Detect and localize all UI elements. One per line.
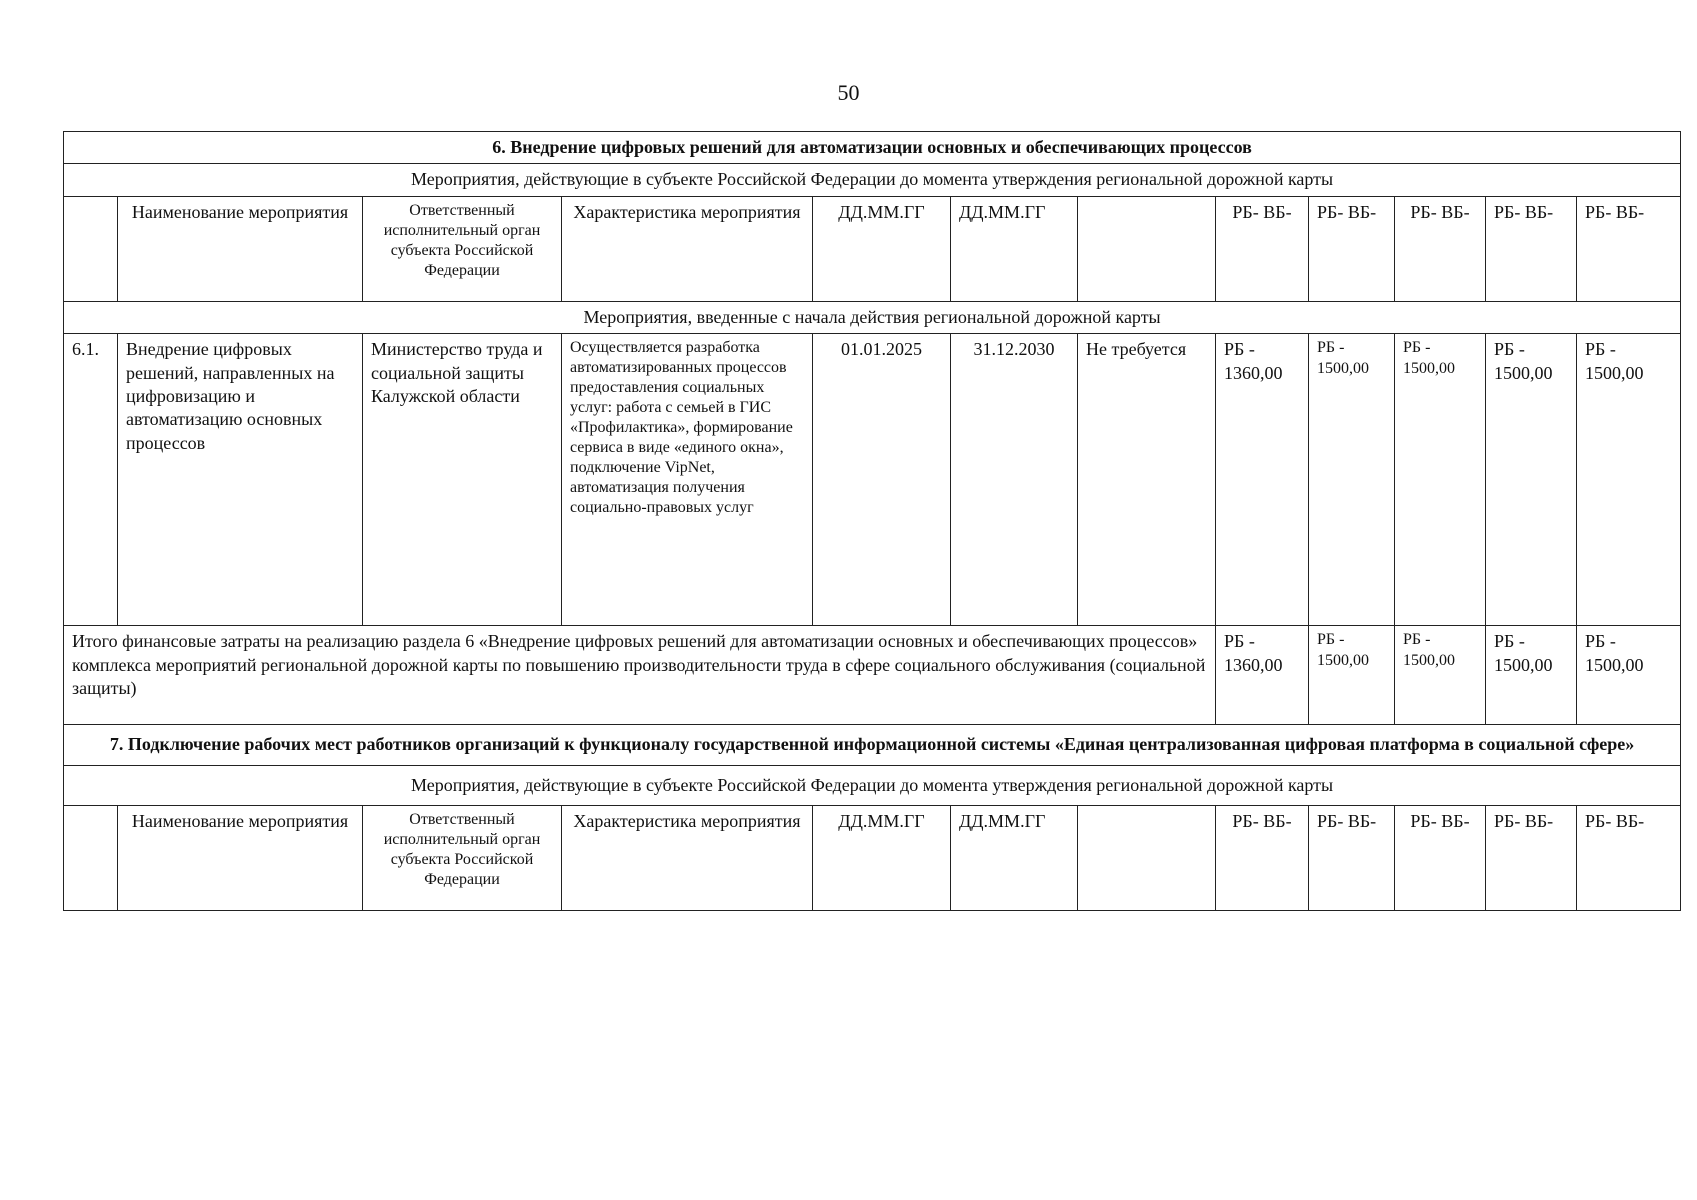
row-responsible: Министерство труда и социальной защиты Калужской области [363,334,562,626]
header-characteristic: Характеристика мероприятия [562,196,813,301]
header-funding-1: РБ- ВБ- [1216,196,1309,301]
header-num-cell [64,196,118,301]
header-funding-2: РБ- ВБ- [1309,196,1395,301]
section6-new-row [64,301,1681,333]
section6-header-row [64,196,1681,301]
header-funding-4: РБ- ВБ- [1486,805,1577,910]
header-note-cell [1078,196,1216,301]
row-name: Внедрение цифровых решений, направленных на цифровизацию и автоматизацию основных процессов [118,334,363,626]
row-funding-4: РБ - 1500,00 [1486,334,1577,626]
row-start-date: 01.01.2025 [813,334,951,626]
header-responsible: Ответственный исполнительный орган субъекта Российской Федерации [363,805,562,910]
header-end-date: ДД.ММ.ГГ [951,196,1078,301]
header-funding-1: РБ- ВБ- [1216,805,1309,910]
header-name: Наименование мероприятия [118,805,363,910]
row-end-date: 31.12.2030 [951,334,1078,626]
section7-title: 7. Подключение рабочих мест работников организаций к функционалу государственной информационной системы «Единая централизованная цифровая платформа в социальной сфере» [64,725,1681,765]
page-number: 50 [837,80,860,105]
header-end-date: ДД.ММ.ГГ [951,805,1078,910]
total-funding-4: РБ - 1500,00 [1486,626,1577,725]
header-funding-5: РБ- ВБ- [1577,805,1681,910]
table-row [64,334,1681,626]
section6-new-subtitle: Мероприятия, введенные с начала действия региональной дорожной карты [64,301,1681,333]
header-name: Наименование мероприятия [118,196,363,301]
section6-existing-subtitle: Мероприятия, действующие в субъекте Российской Федерации до момента утверждения региональной дорожной карты [64,164,1681,196]
row-funding-3: РБ - 1500,00 [1395,334,1486,626]
section6-existing-row [64,164,1681,196]
header-responsible: Ответственный исполнительный орган субъекта Российской Федерации [363,196,562,301]
row-characteristic: Осуществляется разработка автоматизированных процессов предоставления социальных услуг: работа с семьей в ГИС «Профилактика», формирование сервиса в виде «единого окна», подключение VipNet, автоматизация получения социально-правовых услуг [562,334,813,626]
total-funding-1: РБ - 1360,00 [1216,626,1309,725]
section7-header-row [64,805,1681,910]
header-characteristic: Характеристика мероприятия [562,805,813,910]
header-num-cell [64,805,118,910]
header-start-date: ДД.ММ.ГГ [813,196,951,301]
total-funding-2: РБ - 1500,00 [1309,626,1395,725]
header-start-date: ДД.ММ.ГГ [813,805,951,910]
section7-title-row [64,725,1681,765]
header-funding-5: РБ- ВБ- [1577,196,1681,301]
row-note: Не требуется [1078,334,1216,626]
total-label: Итого финансовые затраты на реализацию раздела 6 «Внедрение цифровых решений для автоматизации основных и обеспечивающих процессов» комплекса мероприятий региональной дорожной карты по повышению производительности труда в сфере социального обслуживания (социальной защиты) [64,626,1216,725]
header-funding-3: РБ- ВБ- [1395,805,1486,910]
roadmap-table [63,131,1681,911]
row-funding-5: РБ - 1500,00 [1577,334,1681,626]
total-funding-5: РБ - 1500,00 [1577,626,1681,725]
header-note-cell [1078,805,1216,910]
total-funding-3: РБ - 1500,00 [1395,626,1486,725]
row-funding-2: РБ - 1500,00 [1309,334,1395,626]
section7-existing-row [64,765,1681,805]
section6-total-row [64,626,1681,725]
section6-title: 6. Внедрение цифровых решений для автоматизации основных и обеспечивающих процессов [64,132,1681,164]
section6-title-row [64,132,1681,164]
header-funding-4: РБ- ВБ- [1486,196,1577,301]
section7-existing-subtitle: Мероприятия, действующие в субъекте Российской Федерации до момента утверждения региональной дорожной карты [64,765,1681,805]
row-number: 6.1. [64,334,118,626]
header-funding-2: РБ- ВБ- [1309,805,1395,910]
row-funding-1: РБ - 1360,00 [1216,334,1309,626]
header-funding-3: РБ- ВБ- [1395,196,1486,301]
